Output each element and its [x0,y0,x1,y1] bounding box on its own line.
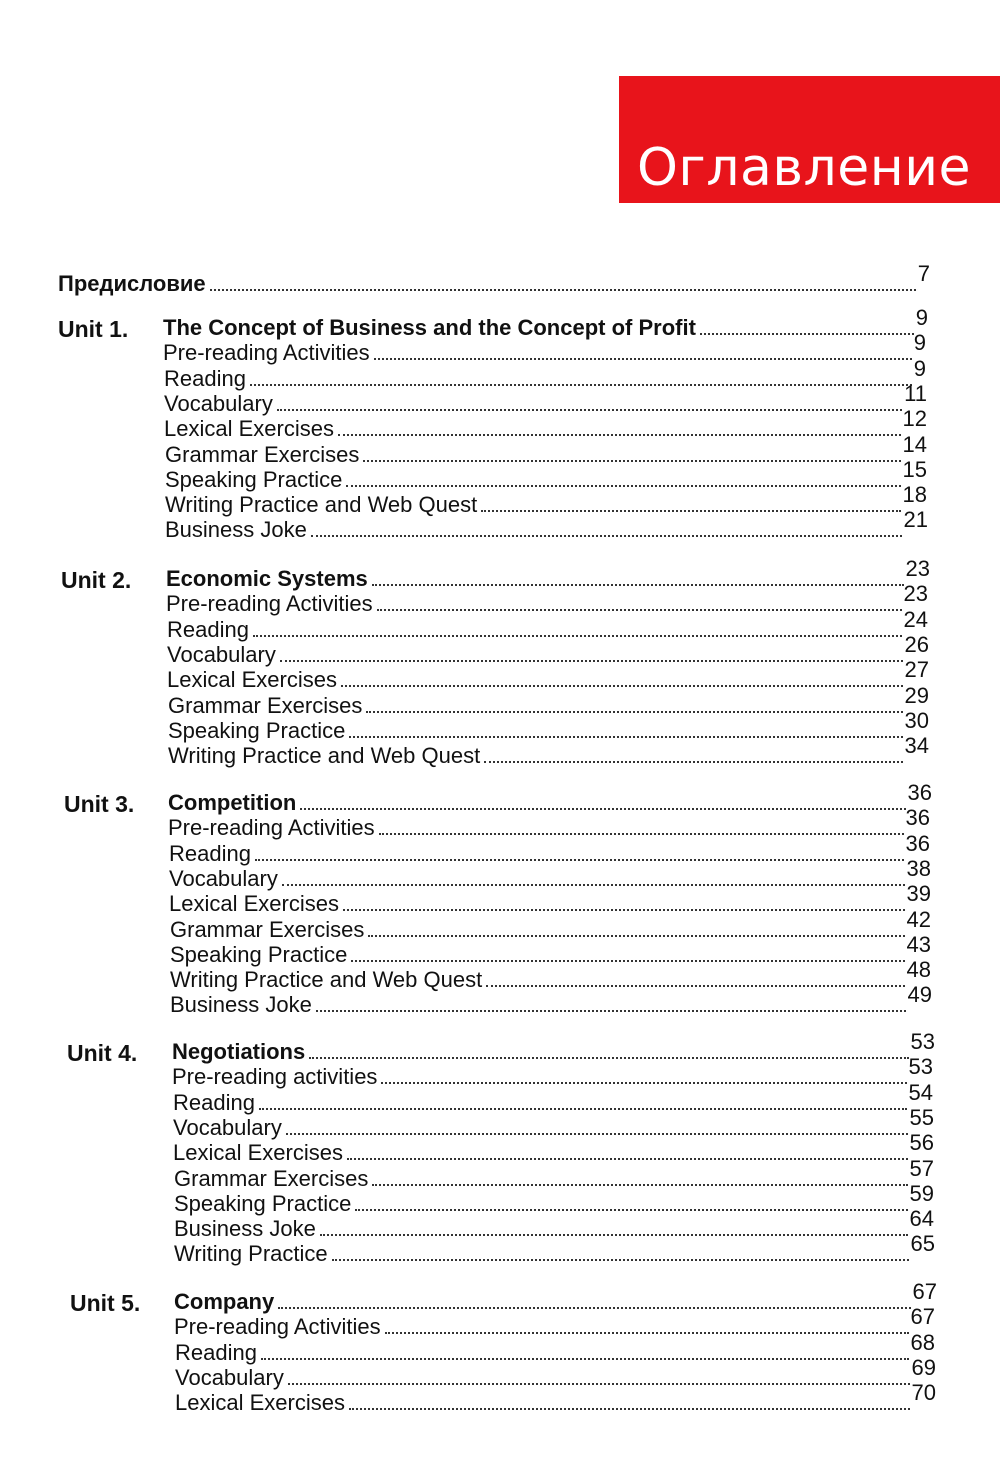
toc-entry-page: 43 [906,931,931,957]
dot-leader [349,1408,910,1410]
dot-leader [277,409,902,411]
dot-leader [372,1184,907,1186]
toc-entry[interactable] [164,406,927,442]
toc-entry-page: 54 [908,1079,933,1105]
toc-entry[interactable] [175,1354,936,1390]
toc-entry-label: Pre-reading Activities [174,1314,381,1340]
page-title: Оглавление [637,138,972,198]
toc-entry-page: 9 [915,305,928,330]
toc-entry[interactable] [174,1231,935,1267]
dot-leader [311,535,902,537]
toc-entry-page: 11 [904,380,927,406]
toc-entry[interactable] [169,855,931,891]
toc-entry[interactable] [175,1329,935,1365]
toc-entry[interactable] [166,581,928,617]
toc-entry-page: 15 [902,456,927,482]
toc-entry-label: Writing Practice and Web Quest [165,492,478,518]
toc-entry-label: Pre-reading Activities [168,815,375,841]
toc-entry[interactable] [168,707,929,743]
toc-entry-label: Pre-reading activities [172,1064,378,1090]
dot-leader [351,960,904,962]
dot-leader [368,935,904,937]
toc-entry-label: Pre-reading Activities [166,591,373,617]
toc-entry[interactable] [165,482,927,518]
toc-entry[interactable] [174,1155,934,1191]
toc-unit-heading[interactable] [172,1029,935,1064]
toc-entry-page: 26 [904,631,929,657]
dot-leader [385,1332,909,1334]
dot-leader [282,884,905,886]
dot-leader [486,985,904,987]
toc-entry-label: Vocabulary [175,1364,284,1390]
dot-leader [481,510,900,512]
toc-entry[interactable] [170,982,932,1018]
toc-entry-page: 39 [906,881,931,907]
toc-entry[interactable] [165,431,927,467]
toc-entry-label: Writing Practice and Web Quest [168,743,481,769]
toc-entry-page: 34 [904,733,929,759]
unit-number: Unit 4. [67,1040,138,1066]
toc-entry-page: 9 [913,355,926,381]
toc-entry-label: Vocabulary [164,390,273,416]
toc-entry-page: 29 [904,682,929,708]
toc-entry-label: Speaking Practice [170,941,348,967]
dot-leader [250,384,912,386]
toc-entry-page: 12 [902,406,927,432]
toc-entry-page: 36 [905,805,930,831]
toc-entry-label: The Concept of Business and the Concept of Profit [163,315,696,340]
toc-unit-heading[interactable] [163,305,928,340]
dot-leader [255,859,904,861]
toc-unit-heading[interactable] [166,556,930,591]
toc-entry-label: Grammar Exercises [170,916,365,942]
toc-entry-page: 56 [909,1130,934,1156]
toc-entry[interactable] [164,380,927,416]
dot-leader [381,1082,906,1084]
dot-leader [338,434,901,436]
toc-entry[interactable] [167,657,929,693]
toc-entry[interactable] [175,1380,936,1416]
toc-entry-label: Lexical Exercises [164,416,334,442]
toc-entry-page: 23 [905,556,930,581]
toc-entry-page: 7 [917,261,930,286]
toc-unit-heading[interactable] [168,780,932,815]
toc-entry-label: Grammar Exercises [168,692,363,718]
toc-entry-label: Business Joke [174,1216,316,1242]
dot-leader [210,289,916,291]
toc-entry-label: Writing Practice [174,1241,328,1267]
toc-entry[interactable] [172,1054,933,1090]
dot-leader [280,660,903,662]
toc-entry[interactable] [168,733,929,769]
toc-entry-page: 49 [907,982,932,1008]
toc-entry[interactable] [174,1304,935,1340]
toc-entry-page: 14 [902,431,927,457]
unit-number: Unit 5. [70,1290,141,1316]
toc-entry-preface[interactable] [58,261,930,296]
dot-leader [288,1383,910,1385]
dot-leader [261,1358,909,1360]
dot-leader [366,711,902,713]
toc-entry-page: 9 [913,330,926,356]
dot-leader [253,635,902,637]
toc-entry-label: Lexical Exercises [173,1140,343,1166]
dot-leader [349,736,902,738]
toc-entry-label: Business Joke [170,992,312,1018]
toc-entry-page: 53 [910,1029,935,1054]
toc-entry-label: Reading [173,1089,255,1115]
toc-entry-label: Reading [167,616,249,642]
dot-leader [377,609,902,611]
toc-unit-heading[interactable] [174,1279,937,1314]
toc-entry-label: Предисловие [58,271,206,296]
toc-entry-page: 27 [904,657,929,683]
toc-entry-label: Vocabulary [167,641,276,667]
toc-entry-page: 64 [909,1206,934,1232]
toc-entry-page: 38 [906,855,931,881]
toc-entry[interactable] [173,1079,933,1115]
dot-leader [372,584,904,586]
toc-entry[interactable] [173,1130,934,1166]
toc-entry-label: Competition [168,790,297,815]
dot-leader [320,1234,908,1236]
toc-entry[interactable] [169,881,931,917]
dot-leader [700,333,914,335]
toc-entry-page: 48 [906,957,931,983]
toc-entry-page: 65 [910,1231,935,1257]
dot-leader [300,808,905,810]
toc-entry-page: 70 [911,1380,936,1406]
unit-number: Unit 1. [58,316,129,342]
toc-entry[interactable] [174,1206,934,1242]
dot-leader [343,909,905,911]
toc-entry-page: 67 [910,1304,935,1330]
toc-entry-page: 21 [903,507,928,533]
unit-number: Unit 3. [64,791,135,817]
toc-entry[interactable] [170,931,931,967]
toc-entry-page: 55 [909,1104,934,1130]
toc-entry-page: 18 [902,482,927,508]
toc-entry-label: Reading [164,365,246,391]
toc-entry-page: 57 [909,1155,934,1181]
toc-entry-label: Business Joke [165,517,307,543]
toc-entry-label: Speaking Practice [168,717,346,743]
toc-entry[interactable] [165,507,928,543]
toc-entry-label: Company [174,1289,275,1314]
dot-leader [346,485,900,487]
toc-entry-page: 67 [912,1279,937,1304]
toc-entry[interactable] [170,906,931,942]
toc-entry[interactable] [170,957,931,993]
toc-entry-label: Negotiations [172,1039,306,1064]
toc-entry-label: Speaking Practice [174,1190,352,1216]
dot-leader [286,1133,908,1135]
toc-entry-page: 36 [907,780,932,805]
dot-leader [347,1158,908,1160]
dot-leader [379,833,904,835]
dot-leader [309,1057,908,1059]
dot-leader [363,460,900,462]
toc-entry-page: 42 [906,906,931,932]
toc-entry-page: 24 [903,606,928,632]
toc-entry-label: Grammar Exercises [174,1165,369,1191]
toc-entry-page: 36 [905,830,930,856]
toc-entry-label: Lexical Exercises [175,1390,345,1416]
toc-entry-label: Lexical Exercises [167,667,337,693]
toc-entry-page: 69 [911,1354,936,1380]
toc-entry-label: Pre-reading Activities [163,340,370,366]
toc-entry-page: 30 [904,707,929,733]
dot-leader [259,1108,907,1110]
toc-entry-label: Economic Systems [166,566,368,591]
toc-entry[interactable] [164,355,926,391]
toc-entry[interactable] [168,805,930,841]
unit-number: Unit 2. [61,567,132,593]
toc-entry[interactable] [169,830,930,866]
toc-entry[interactable] [173,1104,934,1140]
toc-entry-label: Grammar Exercises [165,441,360,467]
toc-entry-label: Vocabulary [173,1114,282,1140]
toc-entry-label: Reading [169,840,251,866]
toc-entry-label: Reading [175,1339,257,1365]
dot-leader [278,1307,910,1309]
toc-entry[interactable] [167,606,928,642]
toc-entry[interactable] [174,1180,934,1216]
toc-entry[interactable] [163,330,926,366]
toc-entry-label: Lexical Exercises [169,891,339,917]
toc-entry-page: 59 [909,1180,934,1206]
dot-leader [316,1010,906,1012]
toc-entry[interactable] [168,682,929,718]
toc-entry-page: 53 [908,1054,933,1080]
dot-leader [484,761,902,763]
toc-entry-label: Speaking Practice [165,466,343,492]
toc-entry-page: 23 [903,581,928,607]
toc-entry[interactable] [165,456,927,492]
dot-leader [374,358,912,360]
dot-leader [332,1259,909,1261]
dot-leader [355,1209,907,1211]
dot-leader [341,685,903,687]
toc-entry-label: Vocabulary [169,865,278,891]
toc-entry-page: 68 [910,1329,935,1355]
toc-entry-label: Writing Practice and Web Quest [170,967,483,993]
toc-entry[interactable] [167,631,929,667]
